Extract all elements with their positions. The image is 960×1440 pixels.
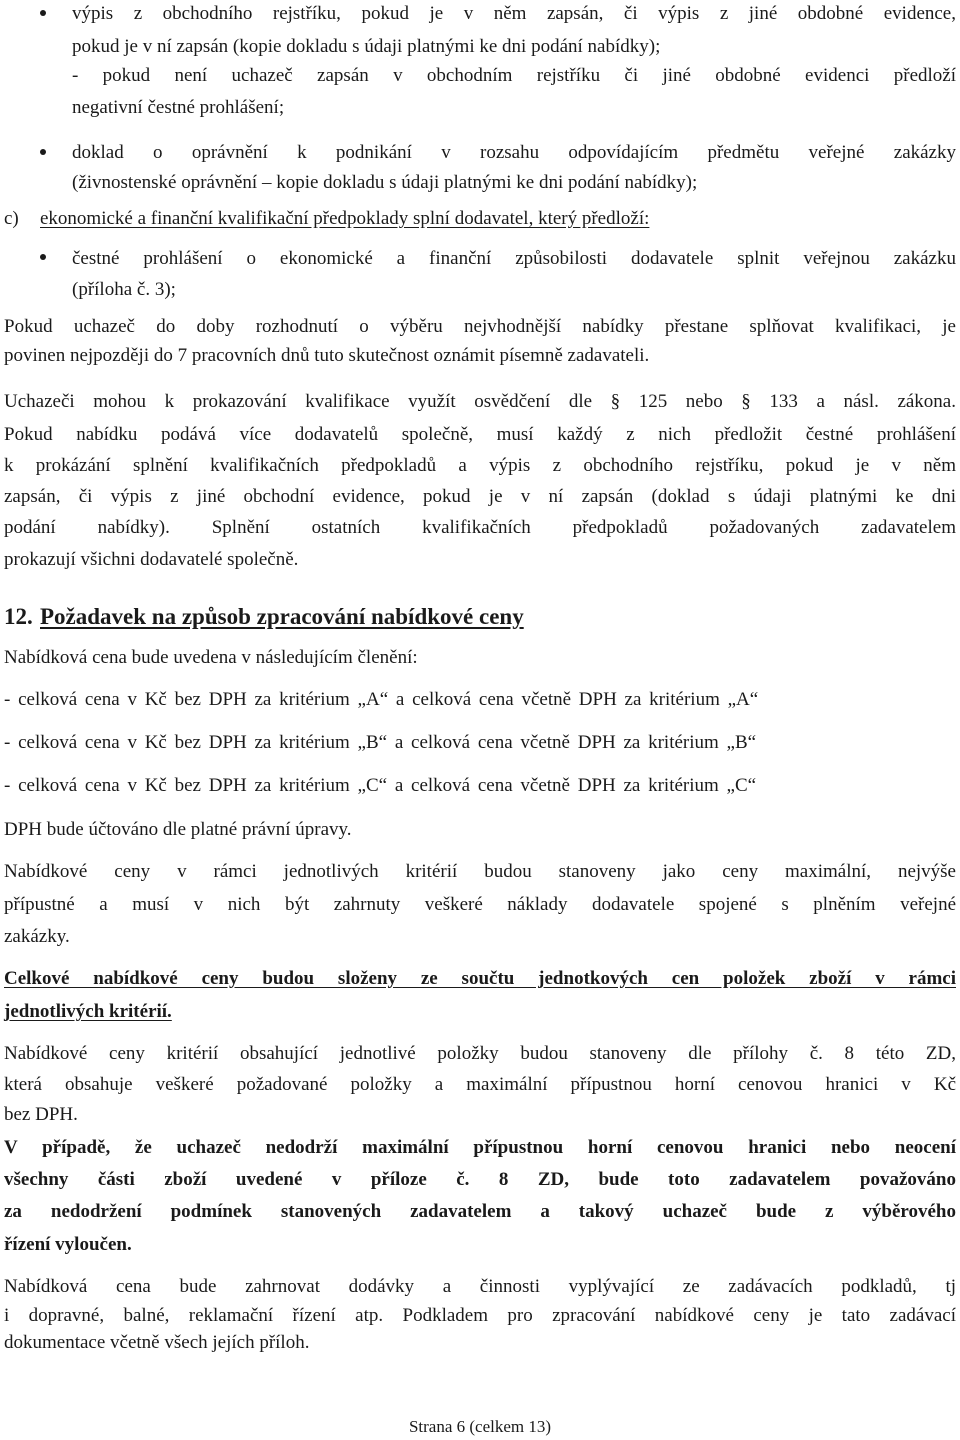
paragraph-line: jednotlivých kritérií. [4, 1001, 172, 1022]
paragraph-line: Pokud nabídku podává více dodavatelů společně, musí každý z nich předložit čestné prohlášení [4, 424, 956, 445]
section-number: 12. [4, 604, 33, 629]
paragraph-line: která obsahuje veškeré požadované položky a maximální přípustnou horní cenovou hranici v Kč [4, 1074, 956, 1095]
dash-item: - celková cena v Kč bez DPH za kritérium „B“ a celková cena včetně DPH za kritérium „B“ [4, 732, 757, 753]
list-item-text: pokud je v ní zapsán (kopie dokladu s údaji platnými ke dni podání nabídky); [72, 36, 661, 57]
sub-item-text: - pokud není uchazeč zapsán v obchodním rejstříku či jiné obdobné evidenci předloží [72, 65, 956, 86]
section-c-label: c) [4, 208, 19, 229]
list-item-text: výpis z obchodního rejstříku, pokud je v něm zapsán, či výpis z jiné obdobné evidence, [72, 3, 956, 24]
dash-item: - celková cena v Kč bez DPH za kritérium „A“ a celková cena včetně DPH za kritérium „A“ [4, 689, 759, 710]
paragraph-line: bez DPH. [4, 1104, 78, 1125]
paragraph-line: zapsán, či výpis z jiné obchodní evidence, pokud je v ní zapsán (doklad s údaji platnými ke dni [4, 486, 956, 507]
bullet-icon [40, 149, 46, 155]
list-item-text: (živnostenské oprávnění – kopie dokladu s údaji platnými ke dni podání nabídky); [72, 172, 698, 193]
paragraph-line: k prokázání splnění kvalifikačních předpokladů a výpis z obchodního rejstříku, pokud je v něm [4, 455, 956, 476]
paragraph-line: přípustné a musí v nich být zahrnuty veškeré náklady dodavatele spojené s plněním veřejné [4, 894, 956, 915]
section-title: Požadavek na způsob zpracování nabídkové ceny [40, 604, 524, 629]
paragraph-line: podání nabídky). Splnění ostatních kvalifikačních předpokladů požadovaných zadavatelem [4, 517, 956, 538]
paragraph-line: řízení vyloučen. [4, 1234, 132, 1255]
paragraph-line: Celkové nabídkové ceny budou složeny ze součtu jednotkových cen položek zboží v rámci [4, 968, 956, 989]
bullet-icon [40, 10, 46, 16]
section-intro: Nabídková cena bude uvedena v následujícím členění: [4, 647, 418, 668]
list-item-text: (příloha č. 3); [72, 279, 176, 300]
paragraph-line: Nabídkové ceny v rámci jednotlivých kritérií budou stanoveny jako ceny maximální, nejvýše [4, 861, 956, 882]
section-c-heading: ekonomické a finanční kvalifikační předpoklady splní dodavatel, který předloží: [40, 208, 650, 229]
paragraph-line: Uchazeči mohou k prokazování kvalifikace využít osvědčení dle § 125 nebo § 133 a násl. zákona. [4, 391, 956, 412]
list-item-text: doklad o oprávnění k podnikání v rozsahu odpovídajícím předmětu veřejné zakázky [72, 142, 956, 163]
paragraph-line: DPH bude účtováno dle platné právní úpravy. [4, 819, 352, 840]
page-footer: Strana 6 (celkem 13) [408, 1417, 552, 1436]
list-item-text: čestné prohlášení o ekonomické a finanční způsobilosti dodavatele splnit veřejnou zakázku [72, 248, 956, 269]
paragraph-line: za nedodržení podmínek stanovených zadavatelem a takový uchazeč bude z výběrového [4, 1201, 956, 1222]
paragraph-line: V případě, že uchazeč nedodrží maximální přípustnou horní cenovou hranici nebo neocení [4, 1137, 956, 1158]
paragraph-line: Nabídkové ceny kritérií obsahující jednotlivé položky budou stanoveny dle přílohy č. 8 této ZD, [4, 1043, 956, 1064]
paragraph-line: všechny části zboží uvedené v příloze č. 8 ZD, bude toto zadavatelem považováno [4, 1169, 956, 1190]
paragraph-line: i dopravné, balné, reklamační řízení atp. Podkladem pro zpracování nabídkové ceny je tato zadávací [4, 1305, 956, 1326]
sub-item-text: negativní čestné prohlášení; [72, 97, 285, 118]
bullet-icon [40, 254, 46, 260]
paragraph-line: povinen nejpozději do 7 pracovních dnů tuto skutečnost oznámit písemně zadavateli. [4, 345, 650, 366]
paragraph-line: zakázky. [4, 926, 70, 947]
paragraph-line: Pokud uchazeč do doby rozhodnutí o výběru nejvhodnější nabídky přestane splňovat kvalifikaci, je [4, 316, 956, 337]
dash-item: - celková cena v Kč bez DPH za kritérium „C“ a celková cena včetně DPH za kritérium „C“ [4, 775, 757, 796]
paragraph-line: dokumentace včetně všech jejích příloh. [4, 1332, 310, 1353]
paragraph-line: Nabídková cena bude zahrnovat dodávky a činnosti vyplývající ze zadávacích podkladů, tj [4, 1276, 956, 1297]
paragraph-line: prokazují všichni dodavatelé společně. [4, 549, 299, 570]
